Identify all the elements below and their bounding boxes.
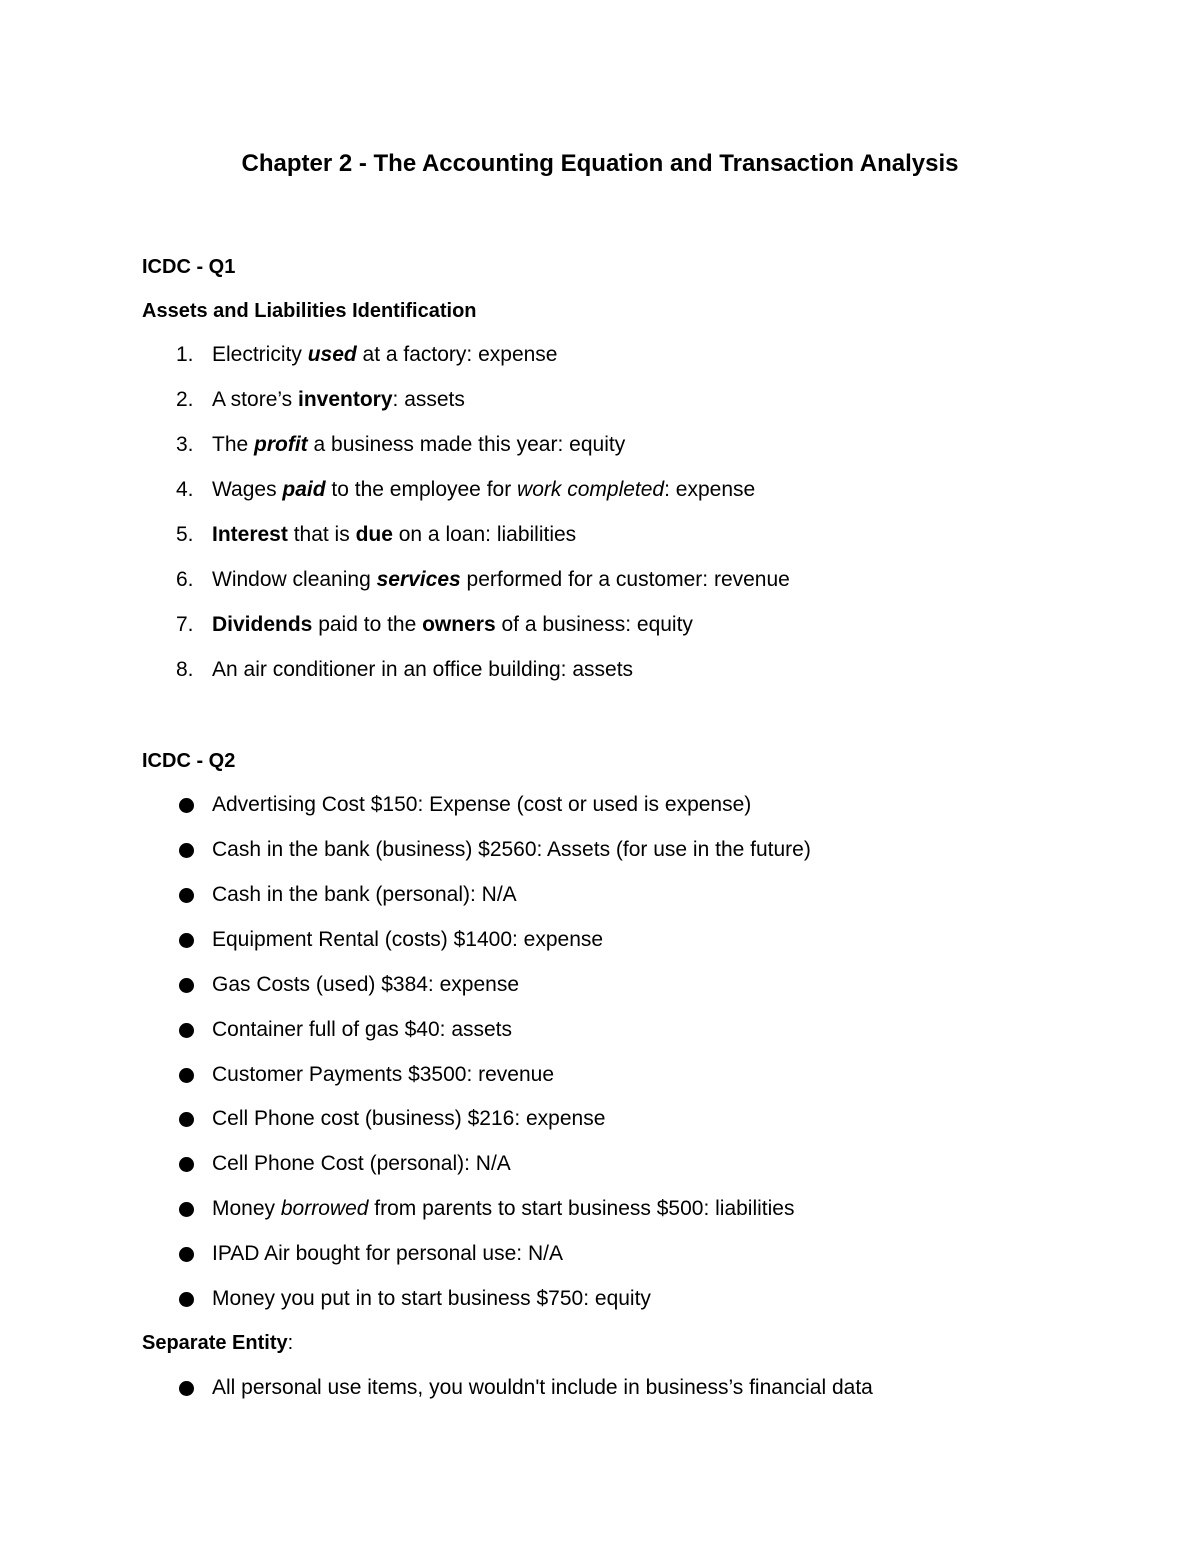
list-item [0,655,1200,685]
bullet-icon [179,1292,194,1307]
bullet-item [0,925,1200,955]
bullet-icon [179,843,194,858]
bullet-item-text: Money you put in to start business $750: equity [212,1287,651,1310]
list-number: 5. [176,523,194,546]
bullet-item-text: Cash in the bank (personal): N/A [212,883,517,906]
bullet-item-text: Money borrowed from parents to start business $500: liabilities [212,1197,795,1220]
bullet-item [0,880,1200,910]
bullet-icon [179,1157,194,1172]
bullet-item [0,790,1200,820]
list-number: 1. [176,343,194,366]
list-item [0,340,1200,370]
list-number: 6. [176,568,194,591]
list-item [0,565,1200,595]
bullet-icon [179,1381,194,1396]
list-item-text: A store’s inventory: assets [212,388,465,411]
bullet-item-text: IPAD Air bought for personal use: N/A [212,1242,563,1265]
page-title: Chapter 2 - The Accounting Equation and Transaction Analysis [241,150,959,177]
list-item-text: The profit a business made this year: equity [212,433,626,456]
bullet-item [0,1015,1200,1045]
bullet-item-text: Equipment Rental (costs) $1400: expense [212,928,604,951]
list-item [0,610,1200,640]
bullet-icon [179,1247,194,1262]
list-number: 2. [176,388,194,411]
list-item-text: Window cleaning services performed for a customer: revenue [212,568,790,591]
list-number: 4. [176,478,194,501]
bullet-item [0,1104,1200,1134]
list-item-text: Interest that is due on a loan: liabilities [212,523,577,546]
separate-entity-heading: Separate Entity: [142,1332,294,1354]
bullet-item-text: All personal use items, you wouldn't include in business’s financial data [212,1376,873,1399]
bullet-item-text: Cell Phone Cost (personal): N/A [212,1152,511,1175]
bullet-item-text: Cash in the bank (business) $2560: Assets (for use in the future) [212,838,811,861]
bullet-icon [179,1202,194,1217]
bullet-icon [179,1068,194,1083]
list-item-text: Electricity used at a factory: expense [212,343,558,366]
list-item-text: Wages paid to the employee for work completed: expense [212,478,756,501]
bullet-icon [179,1112,194,1127]
list-item [0,520,1200,550]
list-number: 8. [176,658,194,681]
list-number: 7. [176,613,194,636]
list-item [0,475,1200,505]
bullet-item-text: Advertising Cost $150: Expense (cost or used is expense) [212,793,752,816]
bullet-item-text: Container full of gas $40: assets [212,1018,513,1041]
bullet-item-text: Customer Payments $3500: revenue [212,1063,555,1086]
list-item-text: An air conditioner in an office building: assets [212,658,634,681]
bullet-item [0,970,1200,1000]
bullet-item [0,1149,1200,1179]
bullet-item [0,1194,1200,1224]
list-item [0,430,1200,460]
section-heading-q1: ICDC - Q1 [142,256,236,278]
bullet-item [0,1373,1200,1403]
bullet-icon [179,933,194,948]
bullet-item [0,1060,1200,1090]
bullet-icon [179,798,194,813]
list-item [0,385,1200,415]
bullet-icon [179,978,194,993]
section-subheading: Assets and Liabilities Identification [142,300,477,322]
bullet-item-text: Gas Costs (used) $384: expense [212,973,520,996]
bullet-icon [179,888,194,903]
bullet-icon [179,1023,194,1038]
list-item-text: Dividends paid to the owners of a business: equity [212,613,693,636]
bullet-item-text: Cell Phone cost (business) $216: expense [212,1107,606,1130]
section-heading-q2: ICDC - Q2 [142,750,236,772]
bullet-item [0,835,1200,865]
list-number: 3. [176,433,194,456]
bullet-item [0,1284,1200,1314]
bullet-item [0,1239,1200,1269]
